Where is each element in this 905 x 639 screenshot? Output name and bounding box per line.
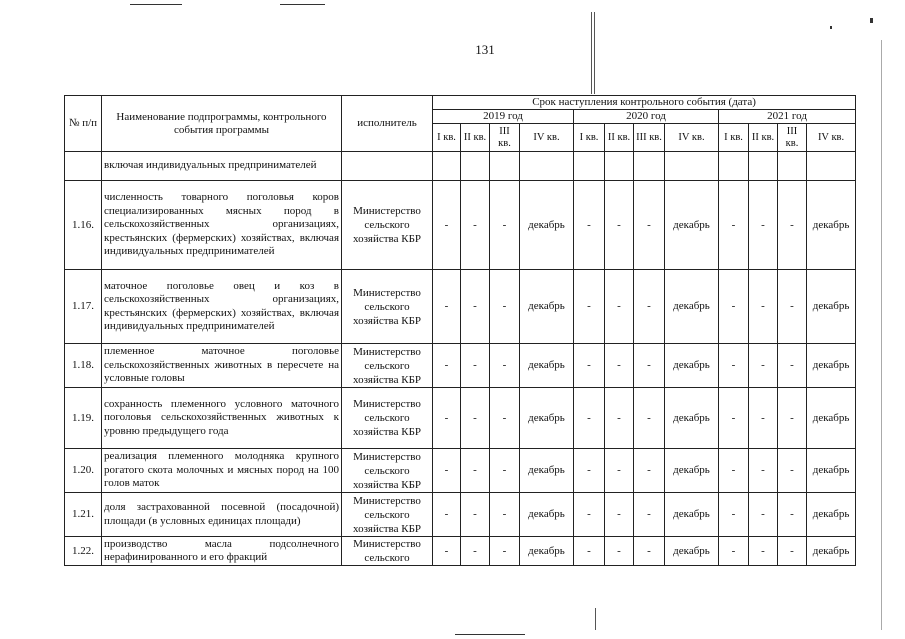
deadline-cell (778, 152, 807, 181)
row-number: 1.16. (65, 181, 102, 270)
table-row (65, 152, 856, 181)
deadline-cell: - (433, 493, 461, 537)
executor: Министерство сельского хозяйства КБР (342, 449, 433, 493)
deadline-cell: - (749, 270, 778, 344)
deadline-cell: декабрь (520, 344, 574, 388)
deadline-cell: декабрь (665, 537, 719, 566)
quarter-header: IV кв. (520, 124, 574, 152)
row-number: 1.22. (65, 537, 102, 566)
event-name: реализация племенного молодняка крупного рогатого скота молочных и мясных пород на 100 голов маток (102, 449, 342, 493)
deadline-cell: - (490, 270, 520, 344)
quarter-header: II кв. (749, 124, 778, 152)
control-events-table (64, 95, 856, 566)
deadline-cell: - (605, 344, 634, 388)
deadline-cell: - (490, 493, 520, 537)
deadline-cell: - (490, 181, 520, 270)
quarter-header: I кв. (433, 124, 461, 152)
quarter-header: II кв. (461, 124, 490, 152)
event-name: численность товарного поголовья коров специализированных мясных пород в сельскохозяйственных организациях, крестьянских (фермерских) хозяйствах, включая индивидуальных предпринимателей (102, 181, 342, 270)
deadline-cell: декабрь (807, 344, 856, 388)
deadline-cell (520, 152, 574, 181)
quarter-header: II кв. (605, 124, 634, 152)
scan-mark (870, 18, 873, 23)
deadline-cell: - (574, 388, 605, 449)
deadline-cell: - (490, 344, 520, 388)
deadline-cell (605, 152, 634, 181)
row-number (65, 152, 102, 181)
table-row (65, 181, 856, 270)
deadline-cell: - (574, 270, 605, 344)
executor: Министерство сельского хозяйства КБР (342, 181, 433, 270)
deadline-cell: декабрь (520, 449, 574, 493)
deadline-cell: - (461, 181, 490, 270)
quarter-header: III кв. (778, 124, 807, 152)
deadline-cell: - (433, 344, 461, 388)
deadline-cell: декабрь (665, 493, 719, 537)
event-name: маточное поголовье овец и коз в сельскохозяйственных организациях, крестьянских (фермерских) хозяйствах, включая индивидуальных предпринимателей (102, 270, 342, 344)
executor: Министерство сельского хозяйства КБР (342, 388, 433, 449)
deadline-cell: - (719, 537, 749, 566)
quarter-header: III кв. (634, 124, 665, 152)
row-number: 1.21. (65, 493, 102, 537)
deadline-cell: декабрь (807, 537, 856, 566)
deadline-cell: декабрь (665, 181, 719, 270)
deadline-cell: - (461, 493, 490, 537)
executor (342, 152, 433, 181)
deadline-cell: - (778, 388, 807, 449)
scan-line (595, 608, 596, 630)
row-number: 1.18. (65, 344, 102, 388)
deadline-cell: - (461, 449, 490, 493)
deadline-cell (665, 152, 719, 181)
deadline-cell: - (634, 388, 665, 449)
deadline-cell: - (461, 270, 490, 344)
deadline-cell: - (461, 388, 490, 449)
table-row (65, 493, 856, 537)
year-header-2020: 2020 год (574, 110, 719, 124)
deadline-cell: - (719, 270, 749, 344)
table-row (65, 388, 856, 449)
deadline-cell: - (605, 270, 634, 344)
event-name: племенное маточное поголовье сельскохозяйственных животных в пересчете на условные головы (102, 344, 342, 388)
deadline-cell: - (749, 449, 778, 493)
deadline-cell: - (433, 537, 461, 566)
event-name: включая индивидуальных предпринимателей (102, 152, 342, 181)
scan-mark (455, 634, 525, 635)
year-header-2021: 2021 год (719, 110, 856, 124)
quarter-header: IV кв. (807, 124, 856, 152)
deadline-cell: - (605, 537, 634, 566)
deadline-cell: - (778, 181, 807, 270)
deadline-cell: - (634, 270, 665, 344)
col-header-deadline: Срок наступления контрольного события (дата) (433, 96, 856, 110)
col-header-name: Наименование подпрограммы, контрольного события программы (102, 96, 342, 152)
deadline-cell: - (574, 181, 605, 270)
deadline-cell: - (605, 449, 634, 493)
deadline-cell: декабрь (665, 344, 719, 388)
deadline-cell: декабрь (520, 181, 574, 270)
row-number: 1.17. (65, 270, 102, 344)
deadline-cell: декабрь (520, 388, 574, 449)
deadline-cell (490, 152, 520, 181)
deadline-cell: - (719, 181, 749, 270)
deadline-cell: - (749, 537, 778, 566)
deadline-cell: - (433, 181, 461, 270)
page-number: 131 (475, 42, 495, 57)
row-number: 1.19. (65, 388, 102, 449)
executor: Министерство сельского (342, 537, 433, 566)
deadline-cell: - (634, 493, 665, 537)
deadline-cell: - (778, 537, 807, 566)
deadline-cell: - (634, 449, 665, 493)
deadline-cell: - (749, 388, 778, 449)
deadline-cell (719, 152, 749, 181)
deadline-cell: - (605, 181, 634, 270)
scan-line (881, 40, 882, 630)
executor: Министерство сельского хозяйства КБР (342, 493, 433, 537)
deadline-cell: - (433, 388, 461, 449)
scan-mark (130, 4, 182, 5)
scan-mark (280, 4, 325, 5)
deadline-cell: декабрь (807, 493, 856, 537)
deadline-cell: - (778, 344, 807, 388)
deadline-cell: - (490, 449, 520, 493)
quarter-header: IV кв. (665, 124, 719, 152)
deadline-cell: - (605, 388, 634, 449)
table-row (65, 537, 856, 566)
event-name: производство масла подсолнечного нерафинированного и его фракций (102, 537, 342, 566)
deadline-cell: декабрь (807, 388, 856, 449)
deadline-cell: - (490, 388, 520, 449)
col-header-num: № п/п (65, 96, 102, 152)
deadline-cell: декабрь (520, 537, 574, 566)
deadline-cell: - (461, 537, 490, 566)
quarter-header: I кв. (574, 124, 605, 152)
deadline-cell: декабрь (520, 270, 574, 344)
deadline-cell: - (433, 270, 461, 344)
deadline-cell (433, 152, 461, 181)
deadline-cell: - (634, 537, 665, 566)
deadline-cell: - (634, 181, 665, 270)
deadline-cell: - (574, 344, 605, 388)
quarter-header: III кв. (490, 124, 520, 152)
quarter-header: I кв. (719, 124, 749, 152)
row-number: 1.20. (65, 449, 102, 493)
deadline-cell: декабрь (665, 449, 719, 493)
executor: Министерство сельского хозяйства КБР (342, 344, 433, 388)
deadline-cell: - (719, 449, 749, 493)
deadline-cell: - (778, 449, 807, 493)
deadline-cell: - (749, 181, 778, 270)
deadline-cell: декабрь (520, 493, 574, 537)
deadline-cell: - (574, 537, 605, 566)
deadline-cell: - (749, 344, 778, 388)
table-row (65, 270, 856, 344)
event-name: доля застрахованной посевной (посадочной) площади (в условных единицах площади) (102, 493, 342, 537)
deadline-cell: декабрь (807, 181, 856, 270)
deadline-cell (574, 152, 605, 181)
event-name: сохранность племенного условного маточного поголовья сельскохозяйственных животных к уровню предыдущего года (102, 388, 342, 449)
deadline-cell: декабрь (665, 270, 719, 344)
deadline-cell: - (461, 344, 490, 388)
deadline-cell (461, 152, 490, 181)
table-row (65, 344, 856, 388)
deadline-cell (749, 152, 778, 181)
deadline-cell: - (778, 493, 807, 537)
deadline-cell: - (719, 344, 749, 388)
table-body (65, 152, 856, 566)
executor: Министерство сельского хозяйства КБР (342, 270, 433, 344)
scan-mark (830, 26, 832, 29)
deadline-cell (634, 152, 665, 181)
deadline-cell: - (778, 270, 807, 344)
table-row (65, 449, 856, 493)
year-header-2019: 2019 год (433, 110, 574, 124)
deadline-cell: - (749, 493, 778, 537)
deadline-cell: - (719, 493, 749, 537)
deadline-cell: - (433, 449, 461, 493)
deadline-cell: - (719, 388, 749, 449)
col-header-executor: исполнитель (342, 96, 433, 152)
deadline-cell: - (634, 344, 665, 388)
deadline-cell: - (605, 493, 634, 537)
deadline-cell: декабрь (807, 449, 856, 493)
deadline-cell: - (490, 537, 520, 566)
deadline-cell: - (574, 449, 605, 493)
deadline-cell: - (574, 493, 605, 537)
deadline-cell: декабрь (665, 388, 719, 449)
deadline-cell: декабрь (807, 270, 856, 344)
deadline-cell (807, 152, 856, 181)
